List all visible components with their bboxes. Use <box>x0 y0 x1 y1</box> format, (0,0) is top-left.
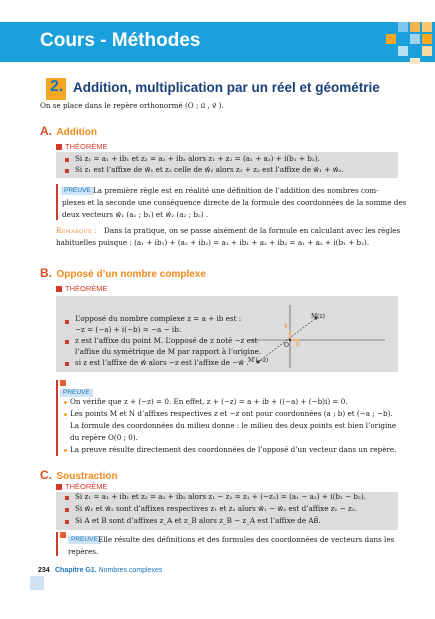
proof-b-line5: La preuve résulte directement des coordonnées de l’opposé d’un vecteur dans un repère. <box>70 445 397 454</box>
theorem-b-line1: L’opposé du nombre complexe z = a + ib est : <box>75 314 242 323</box>
remark-line2: habituelles puisque : (a₁ + ib₁) + (a₂ + ib₂) = a₁ + ib₁ + a₂ + ib₂ = a₁ + a₂ + i(b₁ + b₂). <box>56 238 370 247</box>
proof-c-bar <box>56 532 58 556</box>
theorem-c-line2: Si w⃗₁ et w⃗₂ sont d’affixes respectives z₁ et z₂ alors w⃗₁ − w⃗₂ est d’affixe z₁ − z₂. <box>75 504 357 513</box>
proof-b-line3: La formule des coordonnées du milieu donne : le milieu des deux points est bien l’origine <box>70 421 397 430</box>
theorem-b-line3: z est l’affixe du point M. L’opposé de z noté −z est <box>75 336 258 345</box>
figure-m2-label: M′(−z) <box>248 357 269 364</box>
subsection-b-heading: B. Opposé d’un nombre complexe <box>40 266 206 280</box>
figure-v-label: v⃗ <box>284 323 288 330</box>
proof-b-flag <box>60 380 66 386</box>
subsection-a-heading: A. Addition <box>40 124 97 138</box>
theorem-b-line5: si z est l’affixe de w⃗ alors −z est l’affixe de −w⃗ . <box>75 358 249 367</box>
theorem-b-label: THÉORÈME <box>56 284 108 293</box>
theorem-a-line2: Si z₁ est l’affixe de w⃗₁ et z₂ celle de w⃗₂ alors z₁ + z₂ est l’affixe de w⃗₁ + w⃗₂. <box>75 165 344 174</box>
header-banner <box>0 22 435 62</box>
opposite-figure <box>250 300 390 370</box>
theorem-b-line4: l’affixe du symétrique de M par rapport à l’origine. <box>75 347 262 356</box>
figure-m-label: M(z) <box>311 313 325 320</box>
proof-a-line2: plexes et la seconde une conséquence directe de la formule des coordonnées de la somme des <box>62 198 407 207</box>
proof-c-flag <box>60 532 66 538</box>
footer-square <box>30 576 44 590</box>
proof-c-label: PREUVE <box>68 536 101 544</box>
footer-chapter: Chapitre G1. Nombres complexes <box>55 567 163 574</box>
theorem-c-line1: Si z₁ = a₁ + ib₁ et z₂ = a₂ + ib₂ alors z₁ − z₂ = z₁ + (−z₂) = (a₁ − a₂) + i(b₁ − b₂). <box>75 492 366 501</box>
figure-o-label: O <box>284 342 289 349</box>
figure-u-label: u⃗ <box>296 341 300 348</box>
theorem-a-label: THÉORÈME <box>56 142 108 151</box>
theorem-b-line2: −z = (−a) + i(−b) = −a − ib. <box>75 325 182 334</box>
intro-text: On se place dans le repère orthonormé (O ; u⃗ , v⃗ ). <box>40 101 224 110</box>
theorem-a-line1: Si z₁ = a₁ + ib₁ et z₂ = a₂ + ib₂ alors z₁ + z₂ = (a₁ + a₂) + i(b₁ + b₂). <box>75 154 320 163</box>
proof-b-label: PREUVE <box>60 389 93 397</box>
proof-c-line1: Elle résulte des définitions et des formules des coordonnées de vecteurs dans les <box>98 535 395 544</box>
proof-b-line1: On vérifie que z + (−z) = 0. En effet, z + (−z) = a + ib + ((−a) + (−b)i) = 0. <box>70 397 348 406</box>
proof-a-label: PREUVE <box>61 187 94 195</box>
page-title: Cours - Méthodes <box>40 30 201 51</box>
proof-a-line1: La première règle est en réalité une définition de l’addition des nombres com- <box>93 186 379 195</box>
proof-a-bar <box>56 184 58 220</box>
subsection-c-heading: C. Soustraction <box>40 468 118 482</box>
proof-c-line2: repères. <box>68 547 99 556</box>
theorem-c-line3: Si A et B sont d’affixes z_A et z_B alors z_B − z_A est l’affixe de AB⃗. <box>75 516 321 525</box>
section-number: 2. <box>50 78 64 95</box>
theorem-c-label: THÉORÈME <box>56 482 108 491</box>
proof-b-line4: du repère O(0 ; 0). <box>70 433 138 442</box>
remark-label: Remarque : <box>56 226 98 235</box>
page-number: 234 <box>38 567 50 574</box>
remark-line1: Dans la pratique, on se passe aisément de la formule en calculant avec les règles <box>104 226 401 235</box>
proof-b-line2: Les points M et N d’affixes respectives z et −z ont pour coordonnées (a ; b) et (−a ; −b). <box>70 409 393 418</box>
section-title: Addition, multiplication par un réel et géométrie <box>73 80 380 95</box>
proof-a-line3: deux vecteurs w⃗₁ (a₁ ; b₁) et w⃗₂ (a₂ ; b₂) . <box>62 210 209 219</box>
proof-b-bar <box>56 380 58 456</box>
